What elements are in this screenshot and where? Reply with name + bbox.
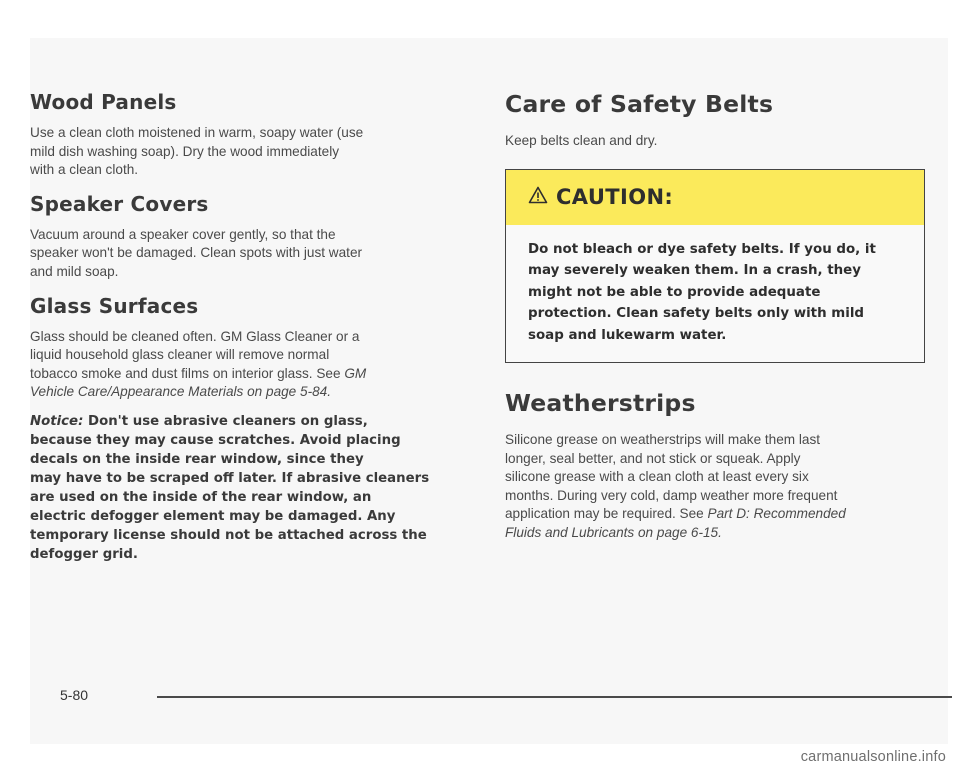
caution-text: Do not bleach or dye safety belts. If you do, it may severely weaken them. In a crash, they might not be able to provide adequate protection. Clean safety belts only with mild soap and lukewarm water. xyxy=(528,241,876,343)
speaker-covers-text: Vacuum around a speaker cover gently, so that the speaker won't be damaged. Clean spots with just water and mild soap. xyxy=(30,226,363,279)
weatherstrips-reference-link[interactable]: Part D: Recommended xyxy=(707,506,846,522)
safety-belts-text: Keep belts clean and dry. xyxy=(505,133,658,148)
section-weatherstrips xyxy=(505,389,925,543)
glass-surfaces-heading: Glass Surfaces xyxy=(30,293,199,318)
caution-box xyxy=(505,169,925,364)
notice-label: Notice: xyxy=(30,413,84,429)
section-safety-belts xyxy=(505,90,925,363)
section-wood-panels xyxy=(30,90,477,180)
section-glass-surfaces xyxy=(30,294,477,564)
weatherstrips-text: Silicone grease on weatherstrips will make them last longer, seal better, and not stick or squeak. Apply silicone grease with a clean cloth at least every six months. During very cold, damp weather more frequent application may be required. See Part D: Recommended Fluids and Lubricants on page 6-15. xyxy=(505,432,846,541)
caution-header xyxy=(506,170,924,225)
caution-title: CAUTION: xyxy=(556,185,674,210)
notice-block: Notice: Don't use abrasive cleaners on glass, because they may cause scratches. Avoid placing decals on the inside rear window, since they may have to be scraped off later. If abrasive cleaners are used on the inside of the rear window, an electric defogger element may be damaged. Any temporary license should not be attached across the defogger grid. xyxy=(30,413,430,562)
manual-page xyxy=(30,38,948,744)
watermark: carmanualsonline.info xyxy=(800,749,946,765)
right-column xyxy=(505,90,925,543)
weatherstrips-reference-link-cont[interactable]: Fluids and Lubricants on page 6-15. xyxy=(505,525,722,541)
wood-panels-text: Use a clean cloth moistened in warm, soapy water (use mild dish washing soap). Dry the wood immediately with a clean cloth. xyxy=(30,125,364,178)
glass-surfaces-text: Glass should be cleaned often. GM Glass Cleaner or a liquid household glass cleaner will remove normal tobacco smoke and dust films on interior glass. See GM Vehicle Care/Appearance Materials on page 5-84. xyxy=(30,328,367,400)
wood-panels-heading: Wood Panels xyxy=(30,90,177,114)
page-number: 5-80 xyxy=(60,687,89,703)
footer-rule xyxy=(157,696,952,698)
safety-belts-heading: Care of Safety Belts xyxy=(505,90,774,118)
warning-triangle-icon xyxy=(528,185,548,209)
left-column xyxy=(30,90,477,576)
speaker-covers-heading: Speaker Covers xyxy=(30,191,209,216)
glass-reference-link-cont[interactable]: Vehicle Care/Appearance Materials on page 5-84. xyxy=(30,384,332,400)
glass-reference-link[interactable]: GM xyxy=(344,365,367,381)
weatherstrips-heading: Weatherstrips xyxy=(505,389,696,418)
section-speaker-covers xyxy=(30,192,477,282)
